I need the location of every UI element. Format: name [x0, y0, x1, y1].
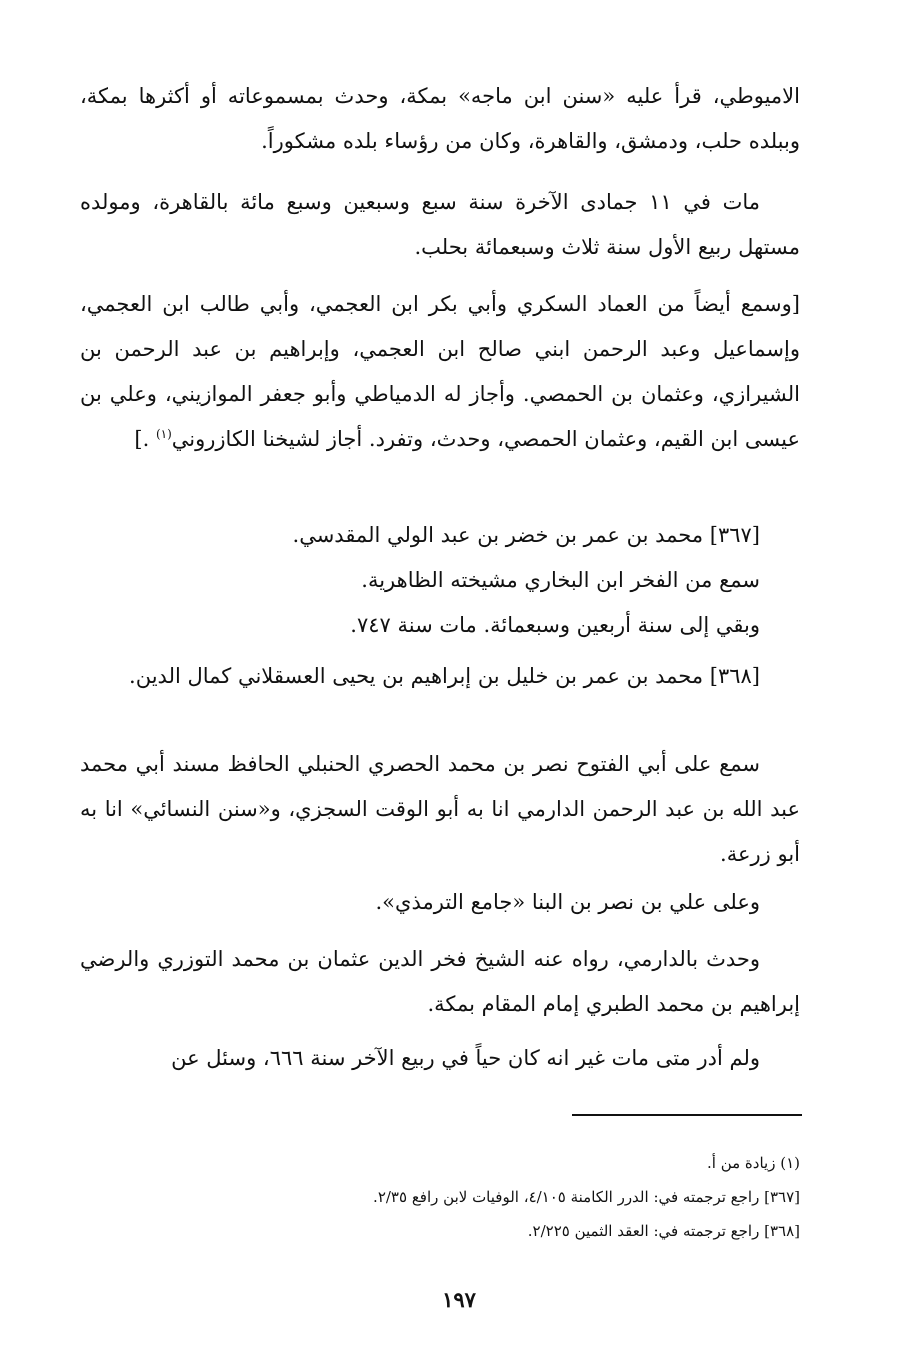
paragraph-3-main: [وسمع أيضاً من العماد السكري وأبي بكر ابن العجمي، وأبي طالب ابن العجمي، وإسماعيل وعبد الرحمن ابني صالح ابن العجمي، وإبراهيم بن عبد الرحمن بن الشيرازي، وعثمان بن الحمصي. وأجاز له الدمياطي وأبو جعفر الموازيني، وعلي بن عيسى ابن القيم، وعثمان الحمصي، وحدث، وتفرد. أجاز لشيخنا الكازروني — [80, 292, 800, 451]
paragraph-8 — [80, 937, 800, 1027]
entry-367-line-3: وبقي إلى سنة أربعين وسبعمائة. مات سنة ٧٤٧. — [350, 613, 760, 637]
paragraph-6 — [80, 742, 800, 877]
entry-367 — [80, 513, 800, 648]
paragraph-6-text: سمع على أبي الفتوح نصر بن محمد الحصري الحنبلي الحافظ مسند أبي محمد عبد الله بن عبد الرحمن الدارمي انا به أبو الوقت السجزي، و«سنن النسائي» انا به أبو زرعة. — [80, 752, 800, 866]
entry-368-heading — [80, 654, 800, 699]
paragraph-3 — [80, 282, 800, 462]
footnote-2: [٣٦٧] راجع ترجمته في: الدرر الكامنة ٤/١٠٥، الوفيات لابن رافع ٢/٣٥. — [373, 1188, 800, 1206]
footnote-1: (١) زيادة من أ. — [707, 1154, 800, 1172]
paragraph-2 — [80, 180, 800, 270]
paragraph-1-text: الاميوطي، قرأ عليه «سنن ابن ماجه» بمكة، وحدث بمسموعاته أو أكثرها بمكة، وببلده حلب، ودمشق، والقاهرة، وكان من رؤساء بلده مشكوراً. — [80, 84, 800, 153]
footnote-3: [٣٦٨] راجع ترجمته في: العقد الثمين ٢/٢٢٥. — [527, 1222, 800, 1240]
paragraph-9 — [80, 1036, 800, 1081]
paragraph-3-text — [80, 282, 800, 462]
entry-368-heading-text: [٣٦٨] محمد بن عمر بن خليل بن إبراهيم بن يحيى العسقلاني كمال الدين. — [129, 664, 760, 688]
footnote-divider — [572, 1114, 802, 1116]
paragraph-9-text: ولم أدر متى مات غير انه كان حياً في ربيع الآخر سنة ٦٦٦، وسئل عن — [171, 1046, 760, 1070]
paragraph-2-text: مات في ١١ جمادى الآخرة سنة سبع وسبعين وسبع مائة بالقاهرة، ومولده مستهل ربيع الأول سنة ثلاث وسبعمائة بحلب. — [80, 190, 800, 259]
paragraph-1 — [80, 74, 800, 164]
paragraph-7-text: وعلى علي بن نصر بن البنا «جامع الترمذي». — [375, 890, 760, 914]
footnotes — [80, 1146, 800, 1248]
entry-367-line-2: سمع من الفخر ابن البخاري مشيخته الظاهرية. — [361, 568, 760, 592]
paragraph-7 — [80, 880, 800, 925]
paragraph-8-text: وحدث بالدارمي، رواه عنه الشيخ فخر الدين عثمان بن محمد التوزري والرضي إبراهيم بن محمد الطبري إمام المقام بمكة. — [80, 947, 800, 1016]
paragraph-3-end: .] — [134, 427, 156, 451]
footnote-ref-1: (١) — [155, 427, 172, 441]
page-number: ١٩٧ — [442, 1287, 476, 1312]
entry-367-heading: [٣٦٧] محمد بن عمر بن خضر بن عبد الولي المقدسي. — [292, 523, 760, 547]
